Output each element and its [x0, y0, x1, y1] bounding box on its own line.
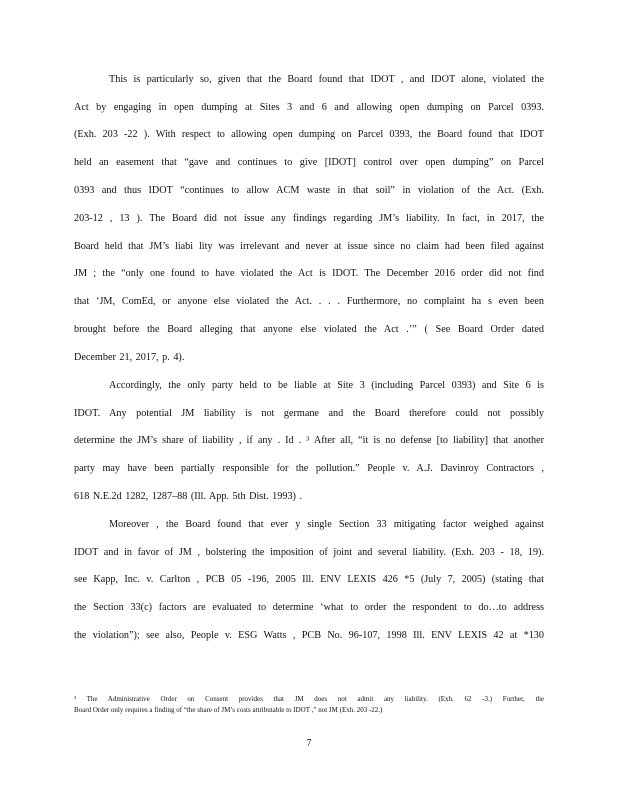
- footnote-line: Board Order only requires a finding of “the share of JM’s costs attributable to IDOT ,” not JM (Exh. 203 -22.): [74, 706, 383, 714]
- body-line: brought before the Board alleging that anyone else violated the Act .’” ( See Board Order dated: [74, 324, 544, 335]
- body-line: the Section 33(c) factors are evaluated to determine ‘what to order the respondent to do…to address: [74, 602, 544, 613]
- body-line: see Kapp, Inc. v. Carlton , PCB 05 -196, 2005 Ill. ENV LEXIS 426 *5 (July 7, 2005) (stating that: [74, 574, 544, 585]
- body-line: Moreover , the Board found that ever y single Section 33 mitigating factor weighed against: [109, 519, 544, 530]
- body-line: held an easement that “gave and continues to give [IDOT] control over open dumping” on Parcel: [74, 157, 544, 168]
- body-line: Board held that JM’s liabi lity was irrelevant and never at issue since no claim had been filed against: [74, 241, 544, 252]
- body-line: JM ; the “only one found to have violated the Act is IDOT. The December 2016 order did not find: [74, 268, 544, 279]
- body-line: 618 N.E.2d 1282, 1287–88 (Ill. App. 5th Dist. 1993) .: [74, 491, 303, 502]
- page-number: 7: [306, 738, 312, 749]
- footnote-line: ³ The Administrative Order on Consent provides that JM does not admit any liability. (Exh. 62 -3.) Further, the: [74, 695, 544, 703]
- body-line: determine the JM’s share of liability , if any . Id . ³ After all, “it is no defense [to liability] that another: [74, 435, 544, 446]
- body-line: Act by engaging in open dumping at Sites 3 and 6 and allowing open dumping on Parcel 0393.: [74, 102, 544, 113]
- body-line: (Exh. 203 -22 ). With respect to allowing open dumping on Parcel 0393, the Board found that IDOT: [74, 129, 544, 140]
- body-line: December 21, 2017, p. 4).: [74, 352, 185, 363]
- body-line: that ‘JM, ComEd, or anyone else violated the Act. . . . Furthermore, no complaint ha s even been: [74, 296, 544, 307]
- body-line: Accordingly, the only party held to be liable at Site 3 (including Parcel 0393) and Site 6 is: [109, 380, 544, 391]
- body-line: the violation”); see also, People v. ESG Watts , PCB No. 96-107, 1998 Ill. ENV LEXIS 42 at *130: [74, 630, 544, 641]
- body-line: party may have been partially responsible for the pollution.” People v. A.J. Davinroy Contractors ,: [74, 463, 544, 474]
- body-line: 203-12 , 13 ). The Board did not issue any findings regarding JM’s liability. In fact, in 2017, the: [74, 213, 544, 224]
- body-line: IDOT. Any potential JM liability is not germane and the Board therefore could not possibly: [74, 408, 544, 419]
- body-line: IDOT and in favor of JM , bolstering the imposition of joint and several liability. (Exh. 203 - 18, 19).: [74, 547, 544, 558]
- body-line: 0393 and thus IDOT “continues to allow ACM waste in that soil” in violation of the Act. (Exh.: [74, 185, 544, 196]
- body-line: This is particularly so, given that the Board found that IDOT , and IDOT alone, violated the: [109, 74, 544, 85]
